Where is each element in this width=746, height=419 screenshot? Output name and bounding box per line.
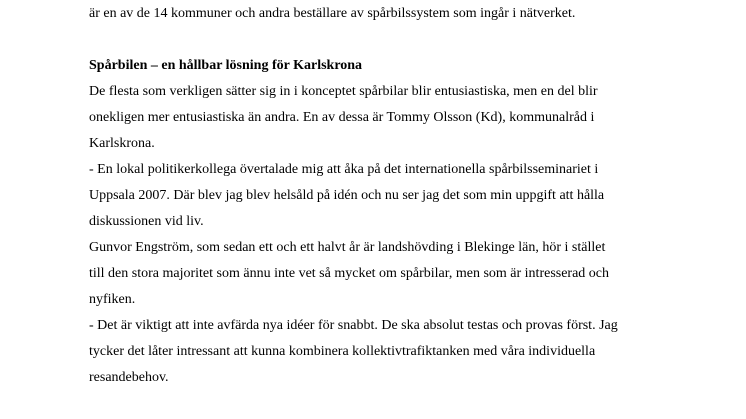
body-line: De flesta som verkligen sätter sig in i konceptet spårbilar blir entusiastiska, men en del blir bbox=[89, 84, 598, 99]
body-line: Karlskrona. bbox=[89, 136, 155, 151]
body-line: nyfiken. bbox=[89, 292, 136, 307]
section-heading: Spårbilen – en hållbar lösning för Karlskrona bbox=[89, 58, 363, 73]
body-line: resandebehov. bbox=[89, 370, 169, 385]
body-line: - Det är viktigt att inte avfärda nya idéer för snabbt. De ska absolut testas och provas först. Jag bbox=[89, 318, 618, 333]
body-line: tycker det låter intressant att kunna kombinera kollektivtrafiktanken med våra individuella bbox=[89, 344, 596, 359]
body-line: onekligen mer entusiastiska än andra. En av dessa är Tommy Olsson (Kd), kommunalråd i bbox=[89, 110, 595, 125]
intro-line: är en av de 14 kommuner och andra beställare av spårbilssystem som ingår i nätverket. bbox=[89, 6, 576, 21]
body-line: till den stora majoritet som ännu inte vet så mycket om spårbilar, men som är intresserad och bbox=[89, 266, 610, 281]
body-line: Gunvor Engström, som sedan ett och ett halvt år är landshövding i Blekinge län, hör i stället bbox=[89, 240, 606, 255]
body-line: - En lokal politikerkollega övertalade mig att åka på det internationella spårbilsseminariet i bbox=[89, 162, 599, 177]
body-line: Uppsala 2007. Där blev jag blev helsåld på idén och nu ser jag det som min uppgift att hålla bbox=[89, 188, 605, 203]
body-line: diskussionen vid liv. bbox=[89, 214, 204, 229]
